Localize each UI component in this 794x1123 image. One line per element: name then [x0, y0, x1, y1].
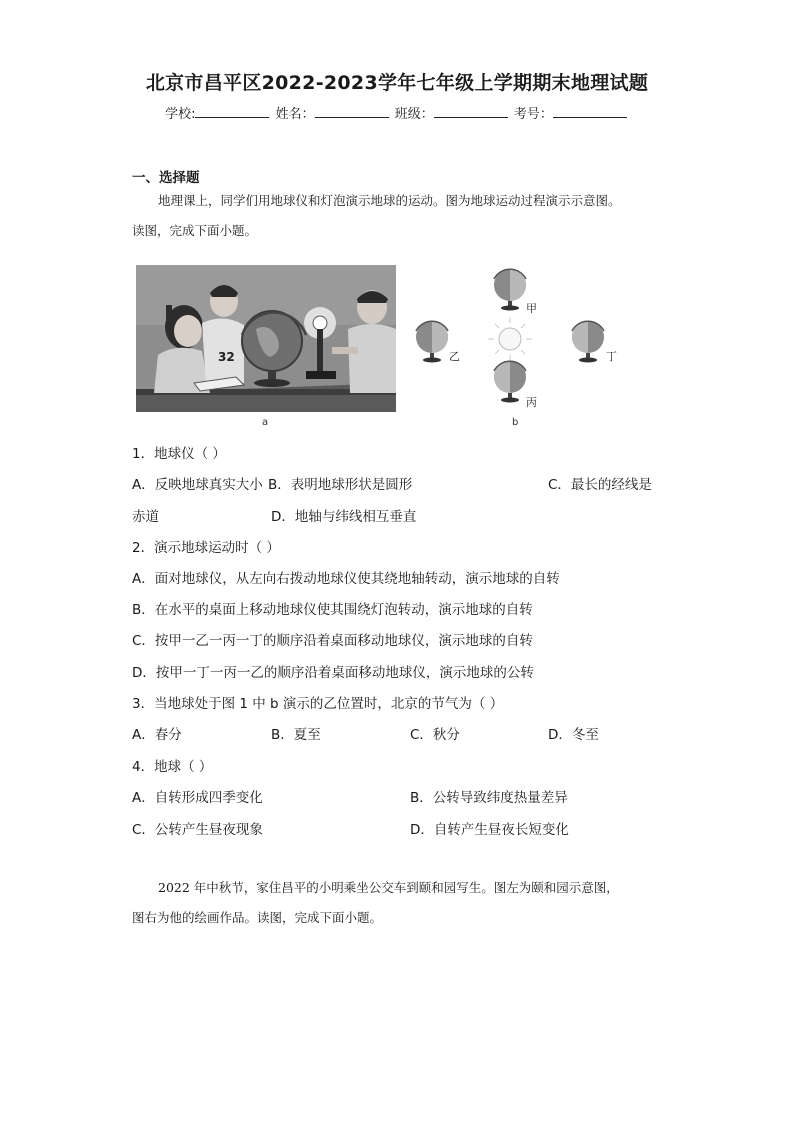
- group2-intro-line2: 图右为他的绘画作品。读图，完成下面小题。: [132, 910, 383, 925]
- position-label-ding: 丁: [606, 350, 617, 363]
- group1-intro-line2: 读图，完成下面小题。: [132, 223, 258, 238]
- group2-intro-line1: 2022 年中秋节，家住昌平的小明乘坐公交车到颐和园写生。图左为颐和园示意图，: [158, 880, 619, 895]
- q4-stem: 4．地球（ ）: [132, 759, 213, 775]
- q4-option-c: C．公转产生昼夜现象: [132, 822, 263, 838]
- q3-option-b: B．夏至: [271, 727, 321, 743]
- figure-b-diagram: [410, 265, 630, 415]
- q4-option-a: A．自转形成四季变化: [132, 790, 263, 806]
- q3-option-c: C．秋分: [410, 727, 460, 743]
- school-blank: [195, 105, 269, 118]
- q1-option-c-cont: 赤道: [132, 509, 159, 525]
- globe-bing: [494, 361, 526, 403]
- q3-option-d: D．冬至: [548, 727, 599, 743]
- q2-option-a: A．面对地球仪，从左向右拨动地球仪使其绕地轴转动，演示地球的自转: [132, 571, 560, 587]
- q2-stem: 2．演示地球运动时（ ）: [132, 540, 280, 556]
- exam-number-blank: [553, 105, 627, 118]
- q4-option-d: D．自转产生昼夜长短变化: [410, 822, 569, 838]
- group1-intro-line1: 地理课上，同学们用地球仪和灯泡演示地球的运动。图为地球运动过程演示示意图。: [158, 193, 621, 208]
- class-blank: [434, 105, 508, 118]
- q3-stem: 3．当地球处于图 1 中 b 演示的乙位置时，北京的节气为（ ）: [132, 696, 504, 712]
- group2-intro: [132, 873, 672, 933]
- q4-option-b: B．公转导致纬度热量差异: [410, 790, 568, 806]
- q1-option-b: B．表明地球形状是圆形: [268, 477, 413, 493]
- class-label: 班级：: [394, 107, 434, 122]
- figure-a-label: a: [262, 417, 269, 428]
- shirt-number: 32: [218, 350, 235, 364]
- q2-option-c: C．按甲一乙一丙一丁的顺序沿着桌面移动地球仪，演示地球的自转: [132, 633, 533, 649]
- name-label: 姓名：: [275, 107, 315, 122]
- school-label: 学校:: [165, 107, 196, 122]
- position-label-bing: 丙: [526, 396, 537, 409]
- q1-stem: 1．地球仪（ ）: [132, 446, 226, 462]
- figure-a-photo: [136, 265, 396, 412]
- section-heading: 一、选择题: [132, 170, 200, 186]
- figure-b-label: b: [512, 417, 519, 428]
- position-label-yi: 乙: [449, 350, 460, 363]
- globe-yi: [416, 321, 448, 363]
- group1-intro: [132, 186, 672, 246]
- q1-option-d: D．地轴与纬线相互垂直: [271, 509, 417, 525]
- position-label-jia: 甲: [526, 302, 537, 315]
- globe-ding: [572, 321, 604, 363]
- exam-number-label: 考号：: [513, 107, 553, 122]
- q2-option-b: B．在水平的桌面上移动地球仪使其围绕灯泡转动，演示地球的自转: [132, 602, 533, 618]
- q2-option-d: D．按甲一丁一丙一乙的顺序沿着桌面移动地球仪，演示地球的公转: [132, 665, 534, 681]
- name-blank: [315, 105, 389, 118]
- page-title: 北京市昌平区2022-2023学年七年级上学期期末地理试题: [145, 72, 649, 94]
- globe-jia: [494, 269, 526, 311]
- q1-option-c: C．最长的经线是: [548, 477, 652, 493]
- student-info-line: [0, 103, 794, 122]
- q1-option-a: A．反映地球真实大小: [132, 477, 263, 493]
- q3-option-a: A．春分: [132, 727, 182, 743]
